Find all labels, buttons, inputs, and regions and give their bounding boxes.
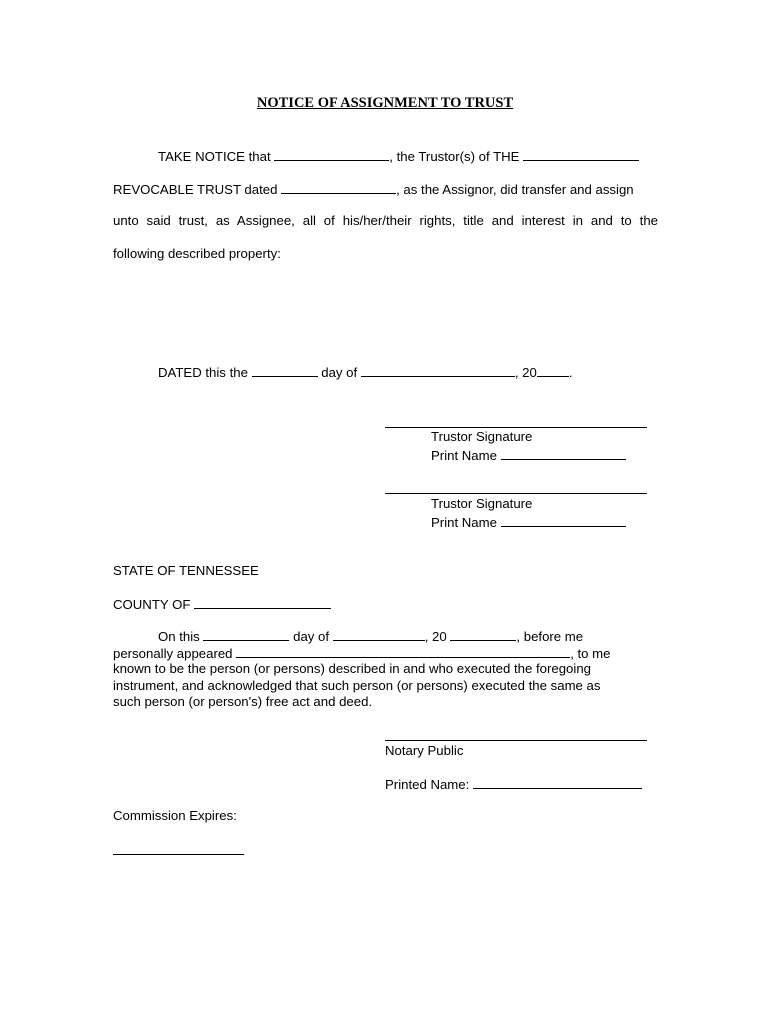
ack-line-1: On this day of , 20 , before me [158,629,584,644]
commission-expires-line[interactable] [113,854,244,855]
trust-name-blank[interactable] [523,148,639,161]
commission-expires-label: Commission Expires: [113,808,237,823]
notary-signature-line[interactable] [385,740,647,741]
county-blank[interactable] [194,596,331,609]
take-notice-line: TAKE NOTICE that , the Trustor(s) of THE [158,148,639,164]
print-name-line-2: Print Name [431,514,626,530]
dated-year-blank[interactable] [537,364,569,377]
print-name-blank-2[interactable] [501,514,626,527]
print-name-line-1: Print Name [431,447,626,463]
trustor-name-blank[interactable] [274,148,389,161]
notary-printed-name-blank[interactable] [473,776,642,789]
ack-year-blank[interactable] [450,628,516,641]
ack-day-blank[interactable] [203,628,289,641]
property-text-line: following described property: [113,246,281,261]
ack-line-3: known to be the person (or persons) described in and who executed the foregoing [113,661,591,676]
dated-line: DATED this the day of , 20 . [158,365,573,380]
state-line: STATE OF TENNESSEE [113,563,259,578]
trustor-signature-label-2: Trustor Signature [431,496,533,511]
document-title: NOTICE OF ASSIGNMENT TO TRUST [256,95,514,111]
appeared-name-blank[interactable] [236,645,570,658]
county-line: COUNTY OF [113,596,331,612]
notary-public-label: Notary Public [385,743,464,758]
revocable-trust-line: REVOCABLE TRUST dated , as the Assignor, did transfer and assign [113,182,634,197]
dated-month-blank[interactable] [361,364,515,377]
ack-line-5: such person (or person's) free act and deed. [113,694,373,709]
trustor-signature-label-1: Trustor Signature [431,429,533,444]
trustor-signature-line-1[interactable] [385,427,647,428]
trust-date-blank[interactable] [281,181,396,194]
ack-line-4: instrument, and acknowledged that such person (or persons) executed the same as [113,678,601,693]
ack-month-blank[interactable] [333,628,425,641]
trustor-signature-line-2[interactable] [385,493,647,494]
ack-line-2: personally appeared , to me [113,646,611,661]
assignment-text-line: unto said trust, as Assignee, all of his/her/their rights, title and interest in and to the [113,213,658,228]
dated-day-blank[interactable] [252,364,318,377]
print-name-blank-1[interactable] [501,447,626,460]
printed-name-line: Printed Name: [385,776,642,792]
